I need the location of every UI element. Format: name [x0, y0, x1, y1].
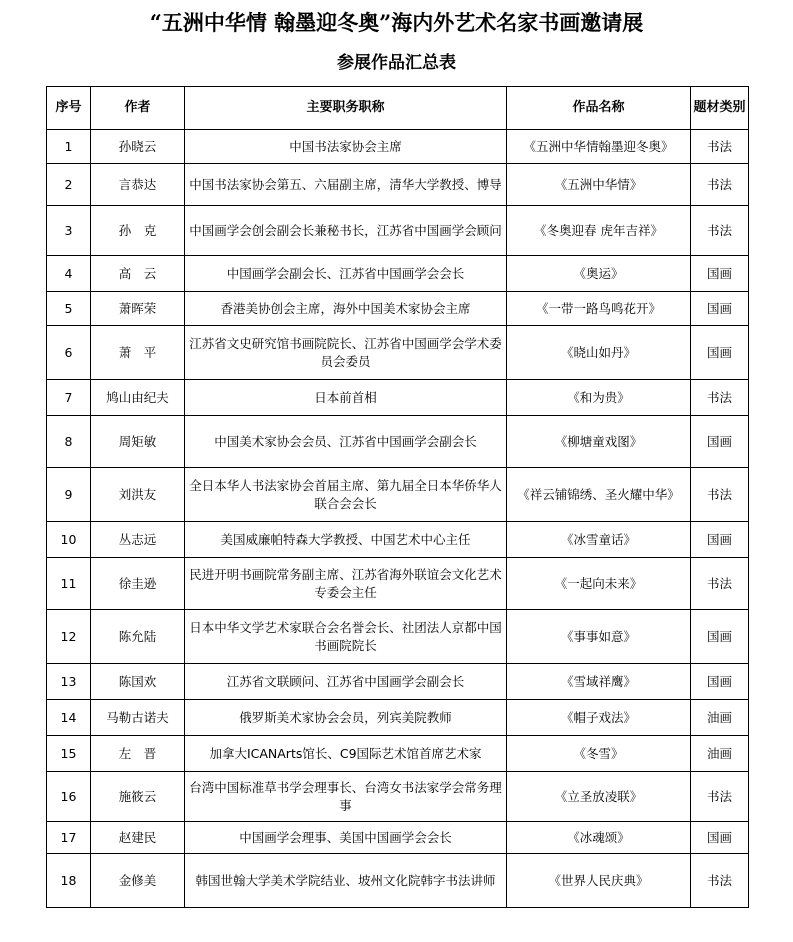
row-category-cell: 油画: [691, 736, 749, 772]
row-work-cell: 《晓山如丹》: [507, 326, 691, 380]
row-position-cell: 中国画学会副会长、江苏省中国画学会会长: [185, 256, 507, 292]
header-row: [47, 87, 749, 130]
row-index-cell: 13: [47, 664, 91, 700]
row-work-cell: 《帽子戏法》: [507, 700, 691, 736]
row-index-cell: 15: [47, 736, 91, 772]
table-row: [47, 736, 749, 772]
table-row: [47, 164, 749, 206]
table-row: [47, 292, 749, 326]
table-row: [47, 206, 749, 256]
row-position-cell: 韩国世翰大学美术学院结业、坡州文化院韩字书法讲师: [185, 854, 507, 908]
table-row: [47, 558, 749, 610]
row-category-cell: 国画: [691, 610, 749, 664]
header-author: 作者: [91, 87, 185, 130]
row-category-cell: 书法: [691, 772, 749, 822]
row-category-cell: 书法: [691, 130, 749, 164]
row-position-cell: 加拿大ICANArts馆长、C9国际艺术馆首席艺术家: [185, 736, 507, 772]
row-position-cell: 香港美协创会主席，海外中国美术家协会主席: [185, 292, 507, 326]
row-work-cell: 《奥运》: [507, 256, 691, 292]
row-work-cell: 《柳塘童戏图》: [507, 416, 691, 468]
row-index-cell: 7: [47, 380, 91, 416]
table-row: [47, 130, 749, 164]
row-position-cell: 中国书法家协会第五、六届副主席，清华大学教授、博导: [185, 164, 507, 206]
row-work-cell: 《立圣放凌联》: [507, 772, 691, 822]
row-position-cell: 中国画学会创会副会长兼秘书长，江苏省中国画学会顾问: [185, 206, 507, 256]
row-author-cell: 周矩敏: [91, 416, 185, 468]
row-index-cell: 18: [47, 854, 91, 908]
row-index-cell: 1: [47, 130, 91, 164]
row-work-cell: 《事事如意》: [507, 610, 691, 664]
header-work: 作品名称: [507, 87, 691, 130]
row-category-cell: 书法: [691, 380, 749, 416]
row-author-cell: 高 云: [91, 256, 185, 292]
row-position-cell: 美国威廉帕特森大学教授、中国艺术中心主任: [185, 522, 507, 558]
row-index-cell: 4: [47, 256, 91, 292]
row-index-cell: 9: [47, 468, 91, 522]
header-category: 题材类别: [691, 87, 749, 130]
row-index-cell: 3: [47, 206, 91, 256]
table-body: [47, 130, 749, 908]
row-position-cell: 中国书法家协会主席: [185, 130, 507, 164]
row-work-cell: 《五洲中华情翰墨迎冬奥》: [507, 130, 691, 164]
row-work-cell: 《冬奥迎春 虎年吉祥》: [507, 206, 691, 256]
row-author-cell: 陈国欢: [91, 664, 185, 700]
row-category-cell: 油画: [691, 700, 749, 736]
row-index-cell: 8: [47, 416, 91, 468]
row-position-cell: 俄罗斯美术家协会会员，列宾美院教师: [185, 700, 507, 736]
row-position-cell: 江苏省文史研究馆书画院院长、江苏省中国画学会学术委员会委员: [185, 326, 507, 380]
row-category-cell: 国画: [691, 326, 749, 380]
table-row: [47, 610, 749, 664]
row-category-cell: 国画: [691, 522, 749, 558]
row-author-cell: 赵建民: [91, 822, 185, 854]
table-row: [47, 468, 749, 522]
row-position-cell: 日本中华文学艺术家联合会名誉会长、社团法人京都中国书画院院长: [185, 610, 507, 664]
row-index-cell: 11: [47, 558, 91, 610]
document-title: “五洲中华情 翰墨迎冬奥”海内外艺术名家书画邀请展: [149, 10, 644, 35]
row-work-cell: 《祥云铺锦绣、圣火耀中华》: [507, 468, 691, 522]
table-row: [47, 822, 749, 854]
row-index-cell: 6: [47, 326, 91, 380]
row-position-cell: 台湾中国标准草书学会理事长、台湾女书法家学会常务理事: [185, 772, 507, 822]
row-author-cell: 陈允陆: [91, 610, 185, 664]
table-header: [47, 87, 749, 130]
table-row: [47, 854, 749, 908]
header-index: 序号: [47, 87, 91, 130]
document-subtitle: 参展作品汇总表: [337, 53, 456, 73]
row-author-cell: 马勒古诺夫: [91, 700, 185, 736]
row-work-cell: 《一起向未来》: [507, 558, 691, 610]
row-work-cell: 《冬雪》: [507, 736, 691, 772]
row-author-cell: 孙晓云: [91, 130, 185, 164]
row-author-cell: 刘洪友: [91, 468, 185, 522]
row-author-cell: 孙 克: [91, 206, 185, 256]
row-index-cell: 17: [47, 822, 91, 854]
row-category-cell: 书法: [691, 854, 749, 908]
row-work-cell: 《五洲中华情》: [507, 164, 691, 206]
row-index-cell: 2: [47, 164, 91, 206]
row-index-cell: 10: [47, 522, 91, 558]
table-row: [47, 326, 749, 380]
row-work-cell: 《和为贵》: [507, 380, 691, 416]
row-position-cell: 民进开明书画院常务副主席、江苏省海外联谊会文化艺术专委会主任: [185, 558, 507, 610]
row-author-cell: 徐圭逊: [91, 558, 185, 610]
table-row: [47, 772, 749, 822]
row-index-cell: 16: [47, 772, 91, 822]
row-position-cell: 中国美术家协会会员、江苏省中国画学会副会长: [185, 416, 507, 468]
table-row: [47, 664, 749, 700]
row-author-cell: 鸠山由纪夫: [91, 380, 185, 416]
row-category-cell: 国画: [691, 292, 749, 326]
artwork-summary-table: [46, 86, 749, 908]
table-row: [47, 256, 749, 292]
row-category-cell: 国画: [691, 664, 749, 700]
row-index-cell: 14: [47, 700, 91, 736]
row-author-cell: 萧 平: [91, 326, 185, 380]
row-work-cell: 《冰魂颂》: [507, 822, 691, 854]
header-position: 主要职务职称: [185, 87, 507, 130]
row-category-cell: 书法: [691, 164, 749, 206]
row-work-cell: 《一带一路鸟鸣花开》: [507, 292, 691, 326]
row-work-cell: 《世界人民庆典》: [507, 854, 691, 908]
row-category-cell: 书法: [691, 206, 749, 256]
row-author-cell: 左 晋: [91, 736, 185, 772]
row-author-cell: 萧晖荣: [91, 292, 185, 326]
row-category-cell: 书法: [691, 558, 749, 610]
table-row: [47, 416, 749, 468]
table-row: [47, 700, 749, 736]
row-category-cell: 书法: [691, 468, 749, 522]
row-author-cell: 丛志远: [91, 522, 185, 558]
table-row: [47, 380, 749, 416]
row-author-cell: 言恭达: [91, 164, 185, 206]
row-work-cell: 《雪域祥鹰》: [507, 664, 691, 700]
row-category-cell: 国画: [691, 822, 749, 854]
row-position-cell: 全日本华人书法家协会首届主席、第九届全日本华侨华人联合会会长: [185, 468, 507, 522]
row-author-cell: 金修美: [91, 854, 185, 908]
row-author-cell: 施筱云: [91, 772, 185, 822]
row-position-cell: 江苏省文联顾问、江苏省中国画学会副会长: [185, 664, 507, 700]
row-work-cell: 《冰雪童话》: [507, 522, 691, 558]
row-index-cell: 12: [47, 610, 91, 664]
row-position-cell: 日本前首相: [185, 380, 507, 416]
table-row: [47, 522, 749, 558]
row-category-cell: 国画: [691, 416, 749, 468]
row-category-cell: 国画: [691, 256, 749, 292]
row-position-cell: 中国画学会理事、美国中国画学会会长: [185, 822, 507, 854]
row-index-cell: 5: [47, 292, 91, 326]
